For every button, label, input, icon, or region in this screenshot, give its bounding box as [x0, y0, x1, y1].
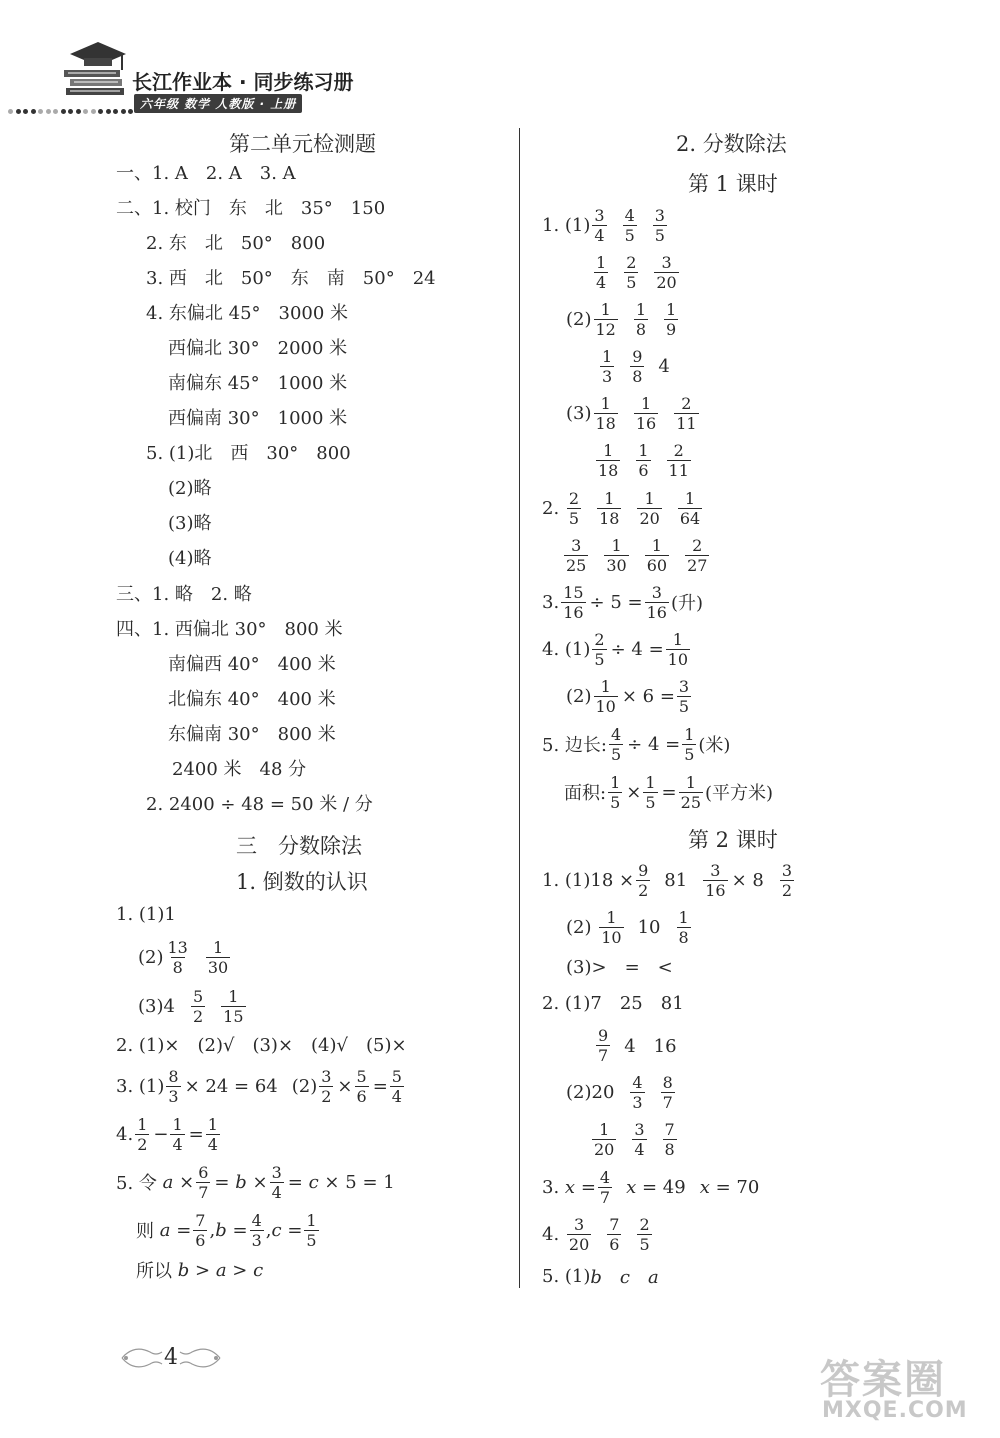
fraction: $\frac{1}{20}$: [594, 1119, 615, 1159]
answer-line: 南偏东 45° 1000 米: [168, 373, 348, 394]
fraction: $\frac{1}{30}$: [606, 535, 627, 575]
answer-line: (3)4 $\frac{5}{2}$ $\frac{1}{15}$: [138, 986, 244, 1026]
fraction: $\frac{2}{5}$: [594, 629, 605, 669]
fraction: $\frac{1}{12}$: [595, 299, 616, 339]
answer-line: 则 a = $\frac{7}{6}$ , b = $\frac{4}{3}$ , c = $\frac{1}{5}$: [136, 1210, 317, 1250]
watermark-url: MXQE.COM: [822, 1398, 968, 1423]
answer-line: 2400 米 48 分: [172, 759, 307, 780]
fraction: $\frac{1}{10}$: [601, 907, 622, 947]
answer-line: 西偏南 30° 1000 米: [168, 408, 348, 429]
fraction: $\frac{9}{2}$: [638, 860, 649, 900]
fraction: $\frac{1}{30}$: [207, 937, 229, 977]
answer-line: 北偏东 40° 400 米: [168, 689, 336, 710]
fraction: $\frac{1}{2}$: [137, 1114, 148, 1154]
fraction: $\frac{3}{5}$: [654, 205, 665, 245]
answer-line: 4. 东偏北 45° 3000 米: [146, 303, 349, 324]
fraction: $\frac{1}{3}$: [602, 346, 613, 386]
answer-line: (2) $\frac{1}{12}$ $\frac{1}{8}$ $\frac{1}{9}$: [566, 299, 677, 339]
answer-line: 南偏西 40° 400 米: [168, 654, 336, 675]
fraction: $\frac{2}{5}$: [639, 1214, 650, 1254]
fraction: $\frac{5}{6}$: [356, 1066, 367, 1106]
section-title-fraction-division-2: 2. 分数除法: [676, 132, 787, 156]
answer-line: 3. $\frac{15}{16}$ ÷ 5 = $\frac{3}{16}$ (升): [542, 582, 704, 622]
answer-line: [594, 438, 705, 482]
fraction: $\frac{15}{16}$: [563, 582, 584, 622]
lesson-1-title: 第 1 课时: [688, 172, 778, 196]
answer-line: 二、1. 校门 东 北 35° 150: [116, 198, 386, 219]
answer-line: (3) $\frac{1}{18}$ $\frac{1}{16}$ $\frac{2}{11}$: [566, 393, 697, 433]
fraction: $\frac{1}{18}$: [595, 393, 616, 433]
fraction: $\frac{3}{20}$: [568, 1214, 590, 1254]
fraction: $\frac{1}{8}$: [635, 299, 647, 339]
fraction: $\frac{7}{6}$: [609, 1214, 620, 1254]
fraction: $\frac{1}{20}$: [639, 488, 660, 528]
header-dots: [8, 99, 136, 118]
fraction: $\frac{4}{3}$: [632, 1072, 643, 1112]
fraction: $\frac{1}{6}$: [638, 440, 649, 480]
fraction: $\frac{7}{8}$: [664, 1119, 675, 1159]
answer-line: 4. (1) $\frac{2}{5}$ ÷ 4 = $\frac{1}{10}$: [542, 629, 689, 669]
fraction: $\frac{5}{2}$: [192, 986, 204, 1026]
answer-line: 4. $\frac{1}{2}$ − $\frac{1}{4}$ = $\frac{1}{4}$: [116, 1114, 218, 1154]
fraction: $\frac{3}{4}$: [634, 1119, 645, 1159]
fraction: $\frac{3}{16}$: [646, 582, 667, 622]
answer-line: 4. $\frac{3}{20}$ $\frac{7}{6}$ $\frac{2}{5}$: [542, 1214, 650, 1254]
answer-line: [590, 1117, 691, 1161]
fraction: $\frac{13}{8}$: [167, 937, 188, 977]
fraction: $\frac{7}{6}$: [195, 1210, 206, 1250]
answer-line: 面积: $\frac{1}{5}$ × $\frac{1}{5}$ = $\frac{1}{25}$ (平方米): [564, 772, 774, 812]
lesson-2-title: 第 2 课时: [688, 828, 778, 852]
answer-line: [592, 250, 693, 294]
fraction: $\frac{3}{20}$: [656, 252, 677, 292]
answer-line: 2. (1)7 25 81: [542, 993, 684, 1014]
answer-line: 3. (1) $\frac{8}{3}$ × 24 = 64 (2) $\frac{3}{2}$ × $\frac{5}{6}$ = $\frac{5}{4}$: [116, 1066, 402, 1106]
answer-line: 1. (1)1: [116, 904, 176, 925]
fraction: $\frac{3}{4}$: [271, 1162, 282, 1202]
fraction: $\frac{4}{5}$: [610, 724, 622, 764]
fraction: $\frac{1}{16}$: [635, 393, 657, 433]
fraction: $\frac{2}{5}$: [626, 252, 637, 292]
fraction: $\frac{8}{7}$: [662, 1072, 673, 1112]
answer-line: (2)20 $\frac{4}{3}$ $\frac{8}{7}$: [566, 1072, 673, 1112]
section-title-unit2-test: 第二单元检测题: [229, 132, 376, 156]
fraction: $\frac{2}{5}$: [568, 488, 580, 528]
fraction: $\frac{1}{25}$: [680, 772, 701, 812]
fraction: $\frac{2}{11}$: [676, 393, 697, 433]
answer-line: 5. 边长: $\frac{4}{5}$ ÷ 4 = $\frac{1}{5}$ (米): [542, 724, 731, 764]
answer-line: (3)> = <: [566, 957, 673, 978]
page-number: 4: [164, 1345, 178, 1370]
section-subtitle-reciprocal: 1. 倒数的认识: [236, 870, 368, 894]
fraction: $\frac{1}{10}$: [667, 629, 689, 669]
fraction: $\frac{3}{5}$: [678, 676, 690, 716]
fraction: $\frac{3}{25}$: [566, 535, 587, 575]
fraction: $\frac{8}{3}$: [168, 1066, 179, 1106]
fraction: $\frac{4}{7}$: [599, 1167, 611, 1207]
fraction: $\frac{9}{7}$: [598, 1025, 609, 1065]
fraction: $\frac{1}{18}$: [599, 488, 620, 528]
fraction: $\frac{1}{60}$: [646, 535, 668, 575]
fraction: $\frac{3}{2}$: [321, 1066, 332, 1106]
fraction: $\frac{1}{18}$: [598, 440, 619, 480]
answer-line: [562, 533, 723, 577]
watermark-logo: 答案圈: [820, 1357, 946, 1403]
fraction: $\frac{1}{9}$: [666, 299, 677, 339]
fraction: $\frac{2}{11}$: [668, 440, 689, 480]
answer-line: (4)略: [168, 548, 212, 569]
fraction: $\frac{3}{4}$: [594, 205, 605, 245]
header-title: 长江作业本 · 同步练习册: [132, 70, 354, 94]
answer-line: 3. x = $\frac{4}{7}$ x = 49 x = 70: [542, 1167, 760, 1207]
column-divider: [519, 128, 520, 1288]
fraction: $\frac{1}{8}$: [678, 907, 689, 947]
answer-line: 5. (1) b c a: [542, 1265, 659, 1288]
answer-line: 2. $\frac{2}{5}$ $\frac{1}{18}$ $\frac{1}{20}$ $\frac{1}{64}$: [542, 488, 701, 528]
answer-line: (3)略: [168, 513, 212, 534]
answer-line: 2. 2400 ÷ 48 = 50 米 / 分: [146, 794, 373, 815]
fraction: $\frac{2}{27}$: [687, 535, 708, 575]
fraction: $\frac{1}{4}$: [172, 1114, 183, 1154]
answer-line: 5. 令 a × $\frac{6}{7}$ = b × $\frac{3}{4}$ = c × 5 = 1: [116, 1162, 395, 1202]
fraction: $\frac{4}{3}$: [251, 1210, 262, 1250]
answer-line: 一、1. A 2. A 3. A: [116, 163, 296, 184]
answer-line: $\frac{9}{7}$ 4 16: [598, 1025, 677, 1065]
answer-line: 所以 b > a > c: [136, 1259, 264, 1282]
fraction: $\frac{4}{5}$: [624, 205, 635, 245]
answer-line: 1. (1) $\frac{3}{4}$ $\frac{4}{5}$ $\frac{3}{5}$: [542, 205, 665, 245]
answer-line: 1. (1)18 × $\frac{9}{2}$ 81 $\frac{3}{16}$ × 8 $\frac{3}{2}$: [542, 860, 793, 900]
answer-line: 三、1. 略 2. 略: [116, 584, 252, 605]
answer-line: 3. 西 北 50° 东 南 50° 24: [146, 268, 436, 289]
answer-line: 5. (1)北 西 30° 800: [146, 443, 351, 464]
answer-line: (2) $\frac{13}{8}$ $\frac{1}{30}$: [138, 937, 229, 977]
answer-line: $\frac{1}{3}$ $\frac{9}{8}$ 4: [602, 346, 670, 386]
answer-line: 东偏南 30° 800 米: [168, 724, 336, 745]
fraction: $\frac{5}{4}$: [391, 1066, 402, 1106]
fraction: $\frac{3}{16}$: [705, 860, 726, 900]
section-title-fraction-division: 三 分数除法: [236, 834, 362, 858]
answer-line: 西偏北 30° 2000 米: [168, 338, 348, 359]
answer-line: (2) $\frac{1}{10}$ × 6 = $\frac{3}{5}$: [566, 676, 690, 716]
answer-line: 四、1. 西偏北 30° 800 米: [116, 619, 343, 640]
answer-line: (2)略: [168, 478, 212, 499]
fraction: $\frac{1}{4}$: [207, 1114, 218, 1154]
fraction: $\frac{1}{15}$: [223, 986, 244, 1026]
fraction: $\frac{1}{5}$: [306, 1210, 317, 1250]
fraction: $\frac{1}{5}$: [645, 772, 656, 812]
fraction: $\frac{1}{5}$: [610, 772, 621, 812]
fraction: $\frac{6}{7}$: [198, 1162, 209, 1202]
header-band: 六年级 数学 人教版 · 上册: [134, 94, 302, 113]
fraction: $\frac{9}{8}$: [632, 346, 643, 386]
answer-line: 2. (1)× (2)√ (3)× (4)√ (5)×: [116, 1035, 407, 1056]
header-logo-icon: [62, 40, 132, 98]
fraction: $\frac{3}{2}$: [781, 860, 793, 900]
fraction: $\frac{1}{64}$: [679, 488, 701, 528]
answer-line: 2. 东 北 50° 800: [146, 233, 326, 254]
fraction: $\frac{1}{4}$: [596, 252, 607, 292]
fraction: $\frac{1}{10}$: [595, 676, 616, 716]
answer-line: (2) $\frac{1}{10}$ 10 $\frac{1}{8}$: [566, 907, 689, 947]
fraction: $\frac{1}{5}$: [684, 724, 695, 764]
